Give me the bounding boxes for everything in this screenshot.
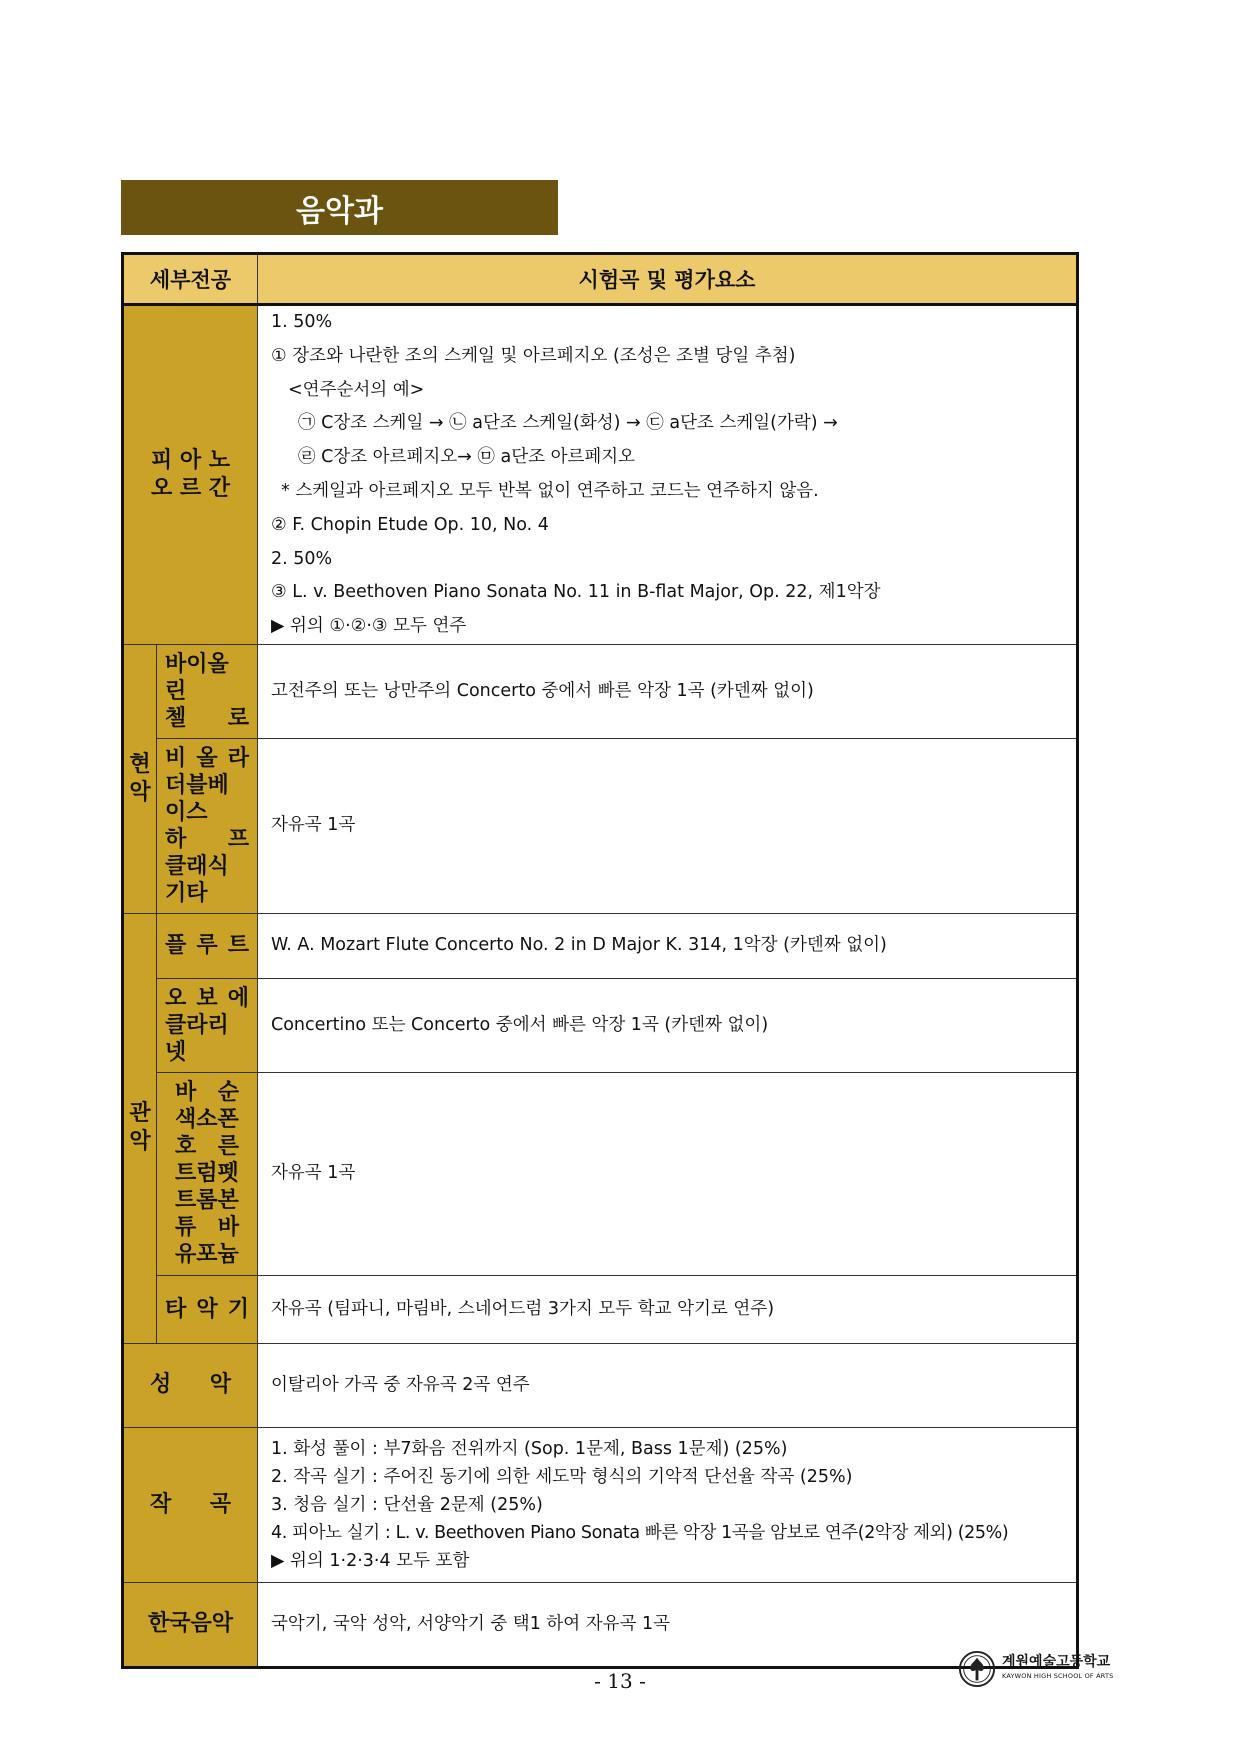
content-viola-bass-harp-guitar: 자유곡 1곡 [258, 738, 1078, 913]
content-violin-cello: 고전주의 또는 낭만주의 Concerto 중에서 빠른 악장 1곡 (카덴짜 없이) [258, 644, 1078, 738]
major-label: 작 곡 [150, 1491, 231, 1517]
table-row-strings-2 [123, 738, 1078, 913]
major-label: 성 악 [150, 1372, 231, 1398]
major-label-line: 피 아 노 [150, 447, 231, 473]
content-line: * 스케일과 아르페지오 모두 반복 없이 연주하고 코드는 연주하지 않음. [281, 480, 819, 501]
table-header-row [123, 254, 1078, 305]
content-composition [258, 1427, 1078, 1582]
content-brass-and-others: 자유곡 1곡 [258, 1072, 1078, 1275]
content-vocal: 이탈리아 가곡 중 자유곡 2곡 연주 [258, 1343, 1078, 1427]
instrument-label: 클라리넷 [165, 1012, 229, 1065]
exam-requirements-table [121, 252, 1079, 1669]
content-line: 1. 50% [271, 312, 333, 332]
table-row-winds-4 [123, 1275, 1078, 1343]
instrument-label: 색소폰 [175, 1107, 239, 1133]
instruments-brass-and-others [157, 1072, 258, 1275]
instruments-flute [157, 913, 258, 978]
instrument-label: 플 루 트 [165, 933, 249, 959]
content-line: 3. 청음 실기 : 단선율 2문제 (25%) [271, 1494, 543, 1515]
content-piano [258, 305, 1078, 645]
section-title: 음악과 [121, 180, 558, 235]
table-row-winds-3 [123, 1072, 1078, 1275]
content-korean-music: 국악기, 국악 성악, 서양악기 중 택1 하여 자유곡 1곡 [258, 1582, 1078, 1667]
instruments-oboe-clarinet [157, 978, 258, 1072]
instrument-label: 비 올 라 [165, 745, 249, 771]
instruments-violin-cello [157, 644, 258, 738]
header-major: 세부전공 [123, 254, 258, 305]
major-label-line: 오 르 간 [150, 475, 231, 501]
instrument-label: 트럼펫 [175, 1161, 239, 1187]
instrument-label: 유포늄 [175, 1242, 239, 1268]
instrument-label: 하 프 [165, 826, 249, 852]
table-row-piano [123, 305, 1078, 645]
instrument-label: 오 보 에 [165, 985, 249, 1011]
content-line: <연주순서의 예> [288, 379, 425, 400]
table-row-vocal [123, 1343, 1078, 1427]
instrument-label: 클래식기타 [165, 853, 229, 906]
instrument-label: 바이올린 [165, 651, 229, 704]
instrument-label: 튜 바 [175, 1215, 239, 1241]
group-label-char: 현 [129, 751, 151, 777]
table-row-strings-1 [123, 644, 1078, 738]
group-label-char: 관 [129, 1101, 151, 1127]
content-line: 1. 화성 풀이 : 부7화음 전위까지 (Sop. 1문제, Bass 1문제) (25%) [271, 1438, 788, 1459]
school-name-english: KAYWON HIGH SCHOOL OF ARTS [1002, 1672, 1114, 1680]
school-emblem-icon [958, 1650, 996, 1688]
instrument-label: 더블베이스 [165, 772, 229, 825]
instrument-label: 바 순 [175, 1080, 239, 1106]
major-vocal [123, 1343, 258, 1427]
instruments-percussion [157, 1275, 258, 1343]
content-line: ② F. Chopin Etude Op. 10, No. 4 [271, 514, 549, 535]
major-piano-organ [123, 305, 258, 645]
school-name-korean: 계원예술고등학교 [1002, 1654, 1111, 1670]
content-line: ㉠ C장조 스케일 → ㉡ a단조 스케일(화성) → ㉢ a단조 스케일(가락) → [298, 413, 838, 434]
content-line: 2. 작곡 실기 : 주어진 동기에 의한 세도막 형식의 기악적 단선율 작곡 (25%) [271, 1466, 853, 1487]
page-number: - 13 - [594, 1669, 646, 1693]
content-percussion: 자유곡 (팀파니, 마림바, 스네어드럼 3가지 모두 학교 악기로 연주) [258, 1275, 1078, 1343]
header-content: 시험곡 및 평가요소 [258, 254, 1078, 305]
content-line: ① 장조와 나란한 조의 스케일 및 아르페지오 (조성은 조별 당일 추첨) [271, 345, 796, 366]
content-line: ▶ 위의 1·2·3·4 모두 포함 [271, 1550, 470, 1571]
school-logo [958, 1650, 1114, 1688]
group-winds [123, 913, 157, 1343]
major-composition [123, 1427, 258, 1582]
content-line: 4. 피아노 실기 : L. v. Beethoven Piano Sonata 빠른 악장 1곡을 암보로 연주(2악장 제외) (25%) [271, 1522, 1009, 1543]
group-label-char: 악 [129, 1129, 151, 1155]
table-row-winds-1 [123, 913, 1078, 978]
table-row-composition [123, 1427, 1078, 1582]
content-oboe-clarinet: Concertino 또는 Concerto 중에서 빠른 악장 1곡 (카덴짜 없이) [258, 978, 1078, 1072]
content-line: ㉣ C장조 아르페지오→ ㉤ a단조 아르페지오 [298, 447, 636, 468]
table-row-korean-music [123, 1582, 1078, 1667]
content-line: ③ L. v. Beethoven Piano Sonata No. 11 in B-flat Major, Op. 22, 제1악장 [271, 582, 881, 603]
instrument-label: 트롬본 [175, 1188, 239, 1214]
group-strings [123, 644, 157, 913]
content-line: 2. 50% [271, 548, 333, 569]
instrument-label: 타 악 기 [165, 1296, 249, 1322]
major-korean-music: 한국음악 [123, 1582, 258, 1667]
content-line: ▶ 위의 ①·②·③ 모두 연주 [271, 616, 467, 637]
table-row-winds-2 [123, 978, 1078, 1072]
instrument-label: 첼 로 [165, 705, 249, 731]
group-label-char: 악 [129, 779, 151, 805]
instrument-label: 호 른 [175, 1134, 239, 1160]
content-flute: W. A. Mozart Flute Concerto No. 2 in D Major K. 314, 1악장 (카덴짜 없이) [258, 913, 1078, 978]
instruments-viola-bass-harp-guitar [157, 738, 258, 913]
